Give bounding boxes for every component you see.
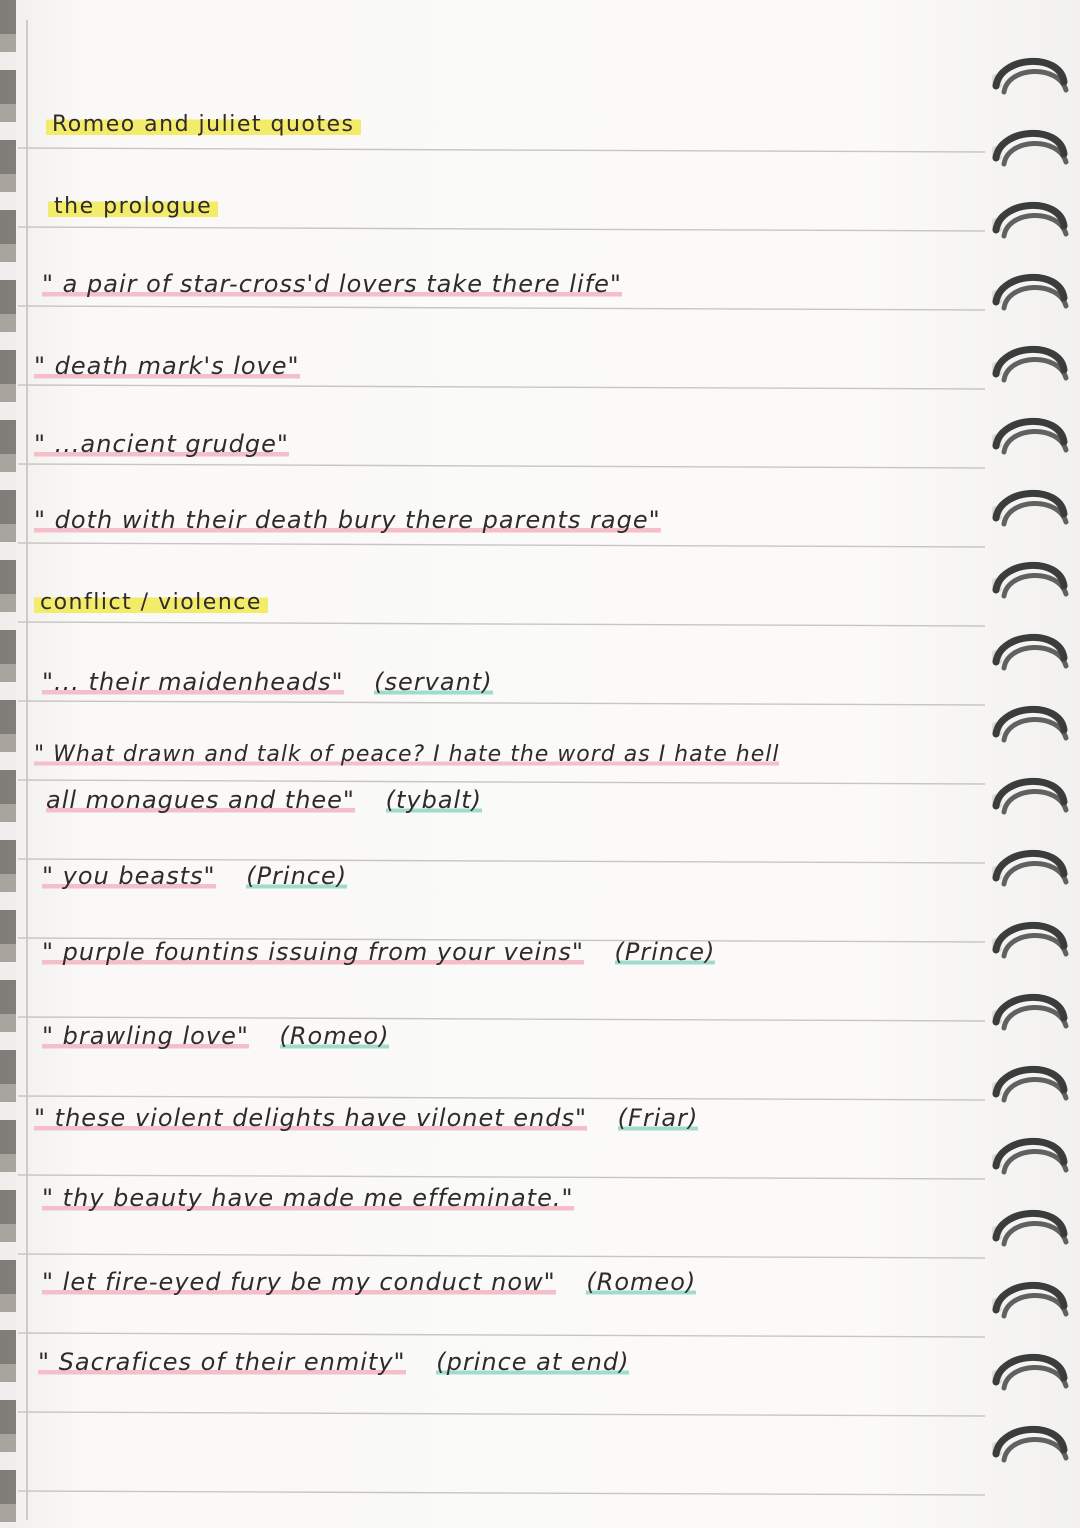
quote-text: " thy beauty have made me effeminate." [42,1184,574,1212]
quote-line [46,786,482,814]
quote-line [38,1348,629,1376]
quote-text: " What drawn and talk of peace? I hate the word as I hate hell [34,742,780,767]
quote-text: " doth with their death bury there parents rage" [34,506,661,534]
quote-text: " you beasts" [42,862,216,890]
quote-speaker: (Romeo) [586,1268,697,1296]
quote-text: all monagues and thee" [46,786,355,814]
quote-speaker: (tybalt) [385,786,482,814]
quote-text: " brawling love" [42,1022,249,1050]
spiral-ring [992,997,1066,1028]
spiral-ring [992,925,1066,956]
spiral-ring [992,1429,1066,1460]
quote-line [34,352,300,380]
spiral-ring [992,349,1066,380]
spiral-ring [992,565,1066,596]
spiral-ring [992,709,1066,740]
quote-speaker: (servant) [374,668,493,696]
quote-speaker: (Friar) [617,1104,699,1132]
spiral-ring [992,277,1066,308]
quote-text: " ...ancient grudge" [34,430,289,458]
quote-speaker: (Prince) [614,938,716,966]
quote-line [42,270,622,298]
quote-speaker: (Romeo) [279,1022,390,1050]
page-title [46,112,361,137]
quote-line [34,1104,698,1132]
quote-line [42,1022,389,1050]
spiral-ring [992,421,1066,452]
quote-line [42,862,347,890]
quote-speaker: (Prince) [246,862,348,890]
quote-line [34,742,779,767]
section-heading-text: the prologue [48,194,218,219]
quote-text: " let fire-eyed fury be my conduct now" [42,1268,556,1296]
spiral-ring [992,1141,1066,1172]
spiral-ring [992,853,1066,884]
quote-text: " death mark's love" [34,352,300,380]
quote-line [42,938,715,966]
quote-text: " purple fountins issuing from your veins" [42,938,584,966]
section-heading-prologue [48,194,218,219]
quote-line [42,1184,574,1212]
quote-text: "... their maidenheads" [42,668,344,696]
spiral-ring [992,133,1066,164]
spiral-ring [992,1213,1066,1244]
quote-speaker: (prince at end) [436,1348,630,1376]
quote-line [42,1268,696,1296]
spiral-ring [992,1069,1066,1100]
spiral-ring [992,205,1066,236]
page-title-text: Romeo and juliet quotes [46,112,361,137]
quote-line [34,506,661,534]
spiral-ring [992,1285,1066,1316]
spiral-ring [992,781,1066,812]
quote-text: " Sacrafices of their enmity" [38,1348,406,1376]
spiral-ring [992,637,1066,668]
section-heading-text: conflict / violence [34,590,268,615]
spiral-ring [992,61,1066,92]
quote-text: " a pair of star-cross'd lovers take there life" [42,270,622,298]
spiral-ring [992,1357,1066,1388]
section-heading-conflict [34,590,268,615]
quote-line [42,668,493,696]
quote-line [34,430,289,458]
quote-text: " these violent delights have vilonet ends" [34,1104,588,1132]
spiral-ring [992,493,1066,524]
